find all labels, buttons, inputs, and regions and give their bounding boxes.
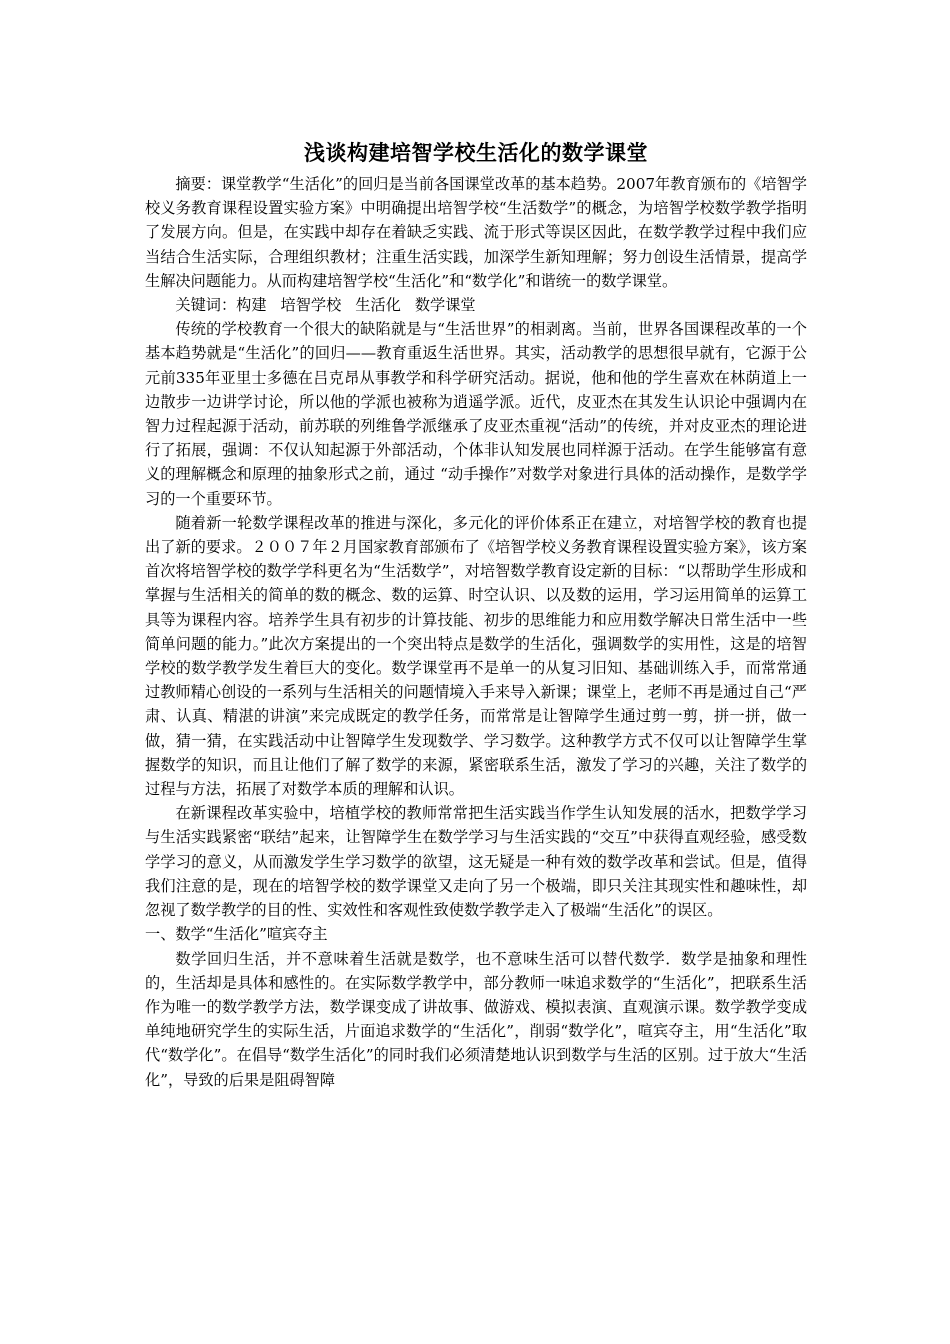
- document-page: [145, 136, 807, 1092]
- keyword-item: 数学课堂: [414, 296, 476, 315]
- keywords-label: 关键词：: [175, 296, 237, 315]
- keywords-line: [145, 293, 807, 317]
- abstract-paragraph: 摘要：课堂教学“生活化”的回归是当前各国课堂改革的基本趋势。2007年教育颁布的《培智学校义务教育课程设置实验方案》中明确提出培智学校“生活数学”的概念，为培智学校数学教学指明了发展方向。但是，在实践中却存在着缺乏实践、流于形式等误区因此，在数学教学过程中我们应当结合生活实际，合理组织教材；注重生活实践，加深学生新知理解；努力创设生活情景，提高学生解决问题能力。从而构建培智学校“生活化”和“数学化”和谐统一的数学课堂。: [145, 175, 807, 290]
- body-paragraph: 随着新一轮数学课程改革的推进与深化，多元化的评价体系正在建立，对培智学校的教育也提出了新的要求。２００７年２月国家教育部颁布了《培智学校义务教育课程设置实验方案》，该方案首次将培智学校的数学学科更名为“生活数学”，对培智数学教育设定新的目标：“以帮助学生形成和掌握与生活相关的简单的数的概念、数的运算、时空认识、以及数的运用，学习运用简单的运算工具等为课程内容。培养学生具有初步的计算技能、初步的思维能力和应用数学解决日常生活中一些简单问题的能力。”此次方案提出的一个突出特点是数学的生活化，强调数学的实用性，这是的培智学校的数学教学发生着巨大的变化。数学课堂再不是单一的从复习旧知、基础训练入手，而常常通过教师精心创设的一系列与生活相关的问题情境入手来导入新课；课堂上，老师不再是通过自己“严肃、认真、精湛的讲演”来完成既定的教学任务，而常常是让智障学生通过剪一剪，拼一拼，做一做，猜一猜，在实践活动中让智障学生发现数学、学习数学。这种教学方式不仅可以让智障学生掌握数学的知识，而且让他们了解了数学的来源，紧密联系生活，激发了学习的兴趣，关注了数学的过程与方法，拓展了对数学本质的理解和认识。: [145, 513, 807, 799]
- section-paragraph: 数学回归生活，并不意味着生活就是数学，也不意味生活可以替代数学．数学是抽象和理性的，生活却是具体和感性的。在实际数学教学中，部分教师一味追求数学的“生活化”，把联系生活作为唯一的数学教学方法，数学课变成了讲故事、做游戏、模拟表演、直观演示课。数学教学变成单纯地研究学生的实际生活，片面追求数学的“生活化”，削弱“数学化”，喧宾夺主，用“生活化”取代“数学化”。在倡导“数学生活化”的同时我们必须清楚地认识到数学与生活的区别。过于放大“生活化”，导致的后果是阻碍智障: [145, 949, 807, 1089]
- body-paragraph: 传统的学校教育一个很大的缺陷就是与“生活世界”的相剥离。当前，世界各国课程改革的一个基本趋势就是“生活化”的回归——教育重返生活世界。其实，活动教学的思想很早就有，它源于公元前335年亚里士多德在吕克昂从事教学和科学研究活动。据说，他和他的学生喜欢在林荫道上一边散步一边讲学讨论，所以他的学派也被称为逍遥学派。近代，皮亚杰在其发生认识论中强调内在智力过程起源于活动，前苏联的列维鲁学派继承了皮亚杰重视“活动”的传统，并对皮亚杰的理论进行了拓展，强调：不仅认知起源于外部活动，个体非认知发展也同样源于活动。在学生能够富有意义的理解概念和原理的抽象形式之前，通过 “动手操作”对数学对象进行具体的活动操作，是数学学习的一个重要环节。: [145, 320, 807, 508]
- keyword-item: 生活化: [355, 296, 401, 315]
- document-title: 浅谈构建培智学校生活化的数学课堂: [304, 141, 648, 165]
- body-paragraph: 在新课程改革实验中，培植学校的教师常常把生活实践当作学生认知发展的活水，把数学学习与生活实践紧密“联结”起来，让智障学生在数学学习与生活实践的“交互”中获得直观经验，感受数学学习的意义，从而激发学生学习数学的欲望，这无疑是一种有效的数学改革和尝试。但是，值得我们注意的是，现在的培智学校的数学课堂又走向了另一个极端，即只关注其现实性和趣味性，却忽视了数学教学的目的性、实效性和客观性致使数学教学走入了极端“生活化”的误区。: [145, 804, 807, 920]
- keyword-item: 构建: [236, 296, 267, 315]
- section-heading: 一、数学“生活化”喧宾夺主: [145, 925, 328, 944]
- keyword-item: 培智学校: [280, 296, 342, 315]
